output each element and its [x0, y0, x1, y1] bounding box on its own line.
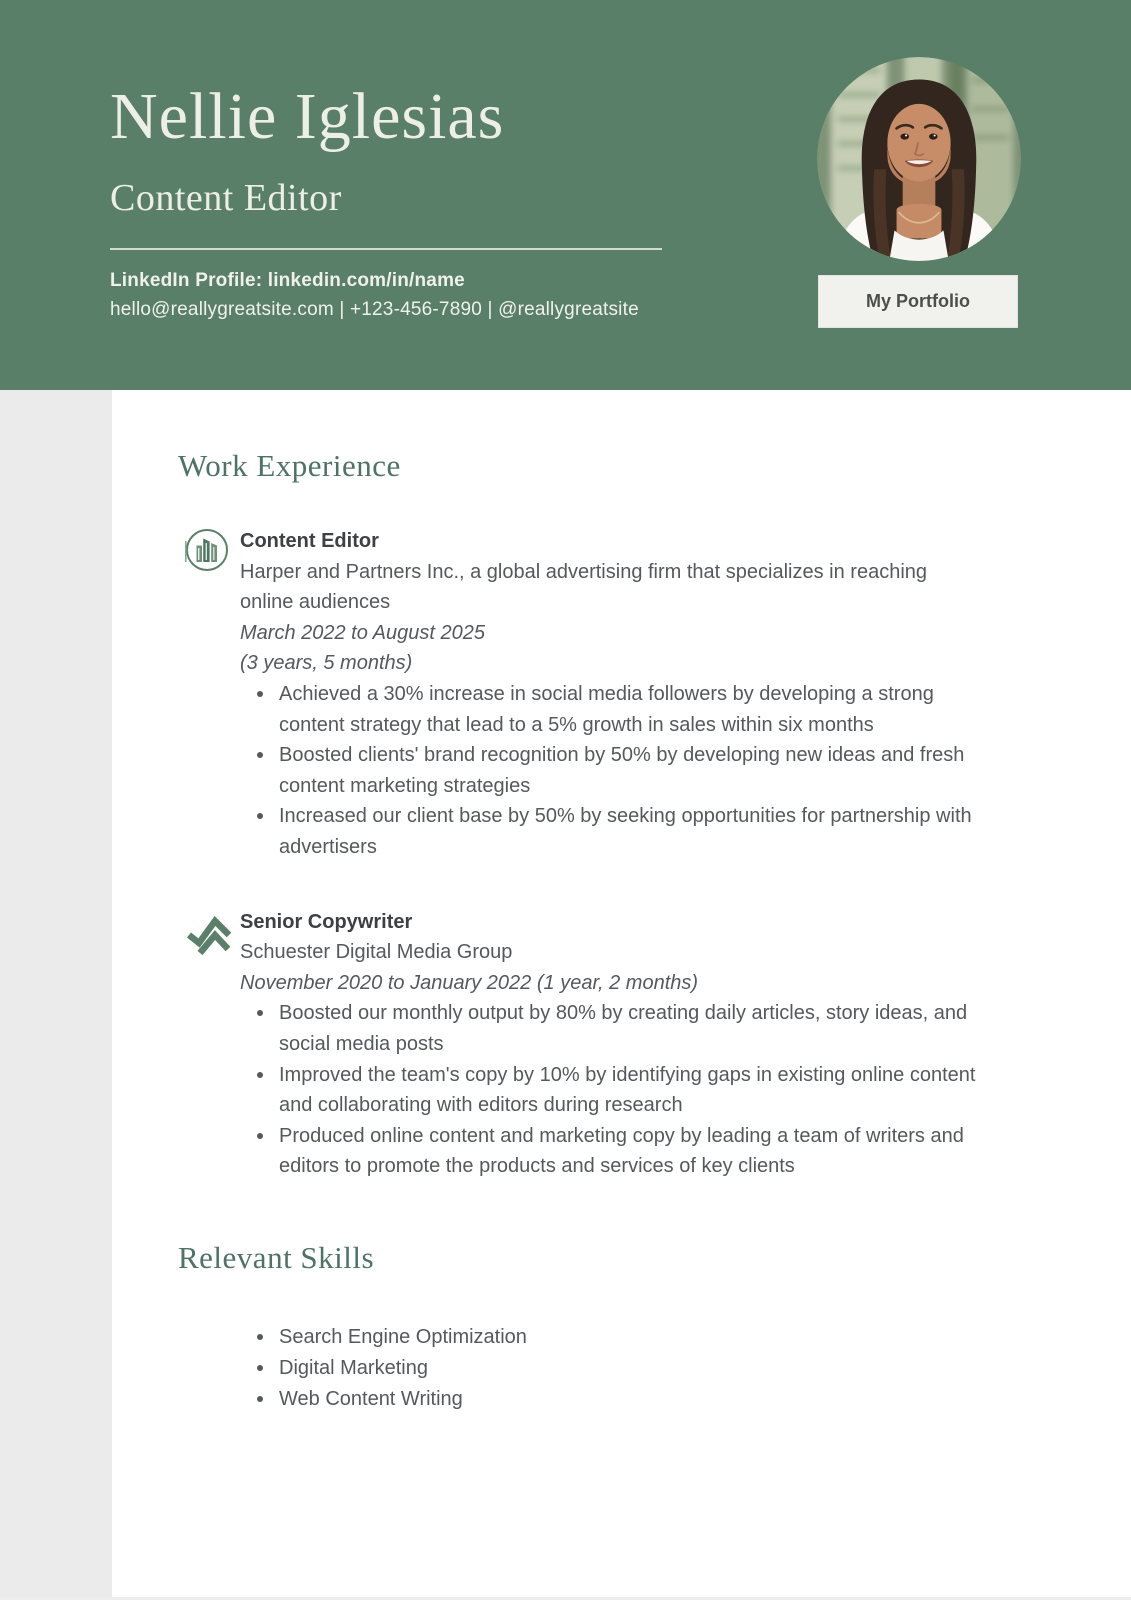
- job-entry-senior-copywriter: [185, 907, 1021, 1182]
- job-title: Senior Copywriter: [240, 910, 413, 933]
- profile-photo: [817, 57, 1021, 261]
- job-duration: (3 years, 5 months): [240, 652, 413, 675]
- bullet-item: Boosted our monthly output by 80% by creating daily articles, story ideas, and social media posts: [240, 998, 1000, 1059]
- skill-item: Search Engine Optimization: [240, 1322, 940, 1353]
- job-dates: March 2022 to August 2025: [240, 621, 485, 644]
- buildings-icon: [185, 526, 230, 863]
- bullet-item: Improved the team's copy by 10% by identifying gaps in existing online content and collaborating with editors during research: [240, 1060, 1000, 1121]
- job-entry-content-editor: [185, 526, 1021, 863]
- job-bullet-list: [240, 679, 1000, 863]
- job-title: Content Editor: [240, 530, 379, 552]
- skills-list: [240, 1322, 1021, 1415]
- linkedin-line: LinkedIn Profile: linkedin.com/in/name: [110, 270, 465, 291]
- skill-item: Web Content Writing: [240, 1384, 940, 1415]
- main-content: [0, 390, 1131, 1415]
- header-band: [0, 0, 1131, 390]
- job-company: Schuester Digital Media Group: [240, 941, 513, 964]
- contact-line: hello@reallygreatsite.com | +123-456-7890 | @reallygreatsite: [110, 299, 639, 320]
- header-divider: [110, 248, 662, 250]
- my-portfolio-button[interactable]: My Portfolio: [818, 275, 1018, 328]
- portrait-illustration: [817, 57, 1021, 261]
- person-name: Nellie Iglesias: [110, 80, 505, 153]
- chevrons-icon: [185, 907, 230, 1182]
- bullet-item: Increased our client base by 50% by seeking opportunities for partnership with advertisers: [240, 801, 1000, 862]
- job-bullet-list: [240, 998, 1000, 1182]
- bullet-item: Produced online content and marketing copy by leading a team of writers and editors to promote the products and services of key clients: [240, 1121, 1000, 1182]
- bullet-item: Boosted clients' brand recognition by 50% by developing new ideas and fresh content marketing strategies: [240, 740, 1000, 801]
- section-heading-skills: Relevant Skills: [178, 1239, 375, 1275]
- job-dates: November 2020 to January 2022 (1 year, 2 months): [240, 971, 699, 994]
- bullet-item: Achieved a 30% increase in social media followers by developing a strong content strategy that lead to a 5% growth in sales within six months: [240, 679, 1000, 740]
- section-heading-work: Work Experience: [178, 448, 401, 483]
- job-company: Harper and Partners Inc., a global advertising firm that specializes in reaching online audiences: [240, 560, 928, 614]
- person-job-title: Content Editor: [110, 177, 342, 219]
- skills-list-wrap: [240, 1322, 1021, 1415]
- skill-item: Digital Marketing: [240, 1353, 940, 1384]
